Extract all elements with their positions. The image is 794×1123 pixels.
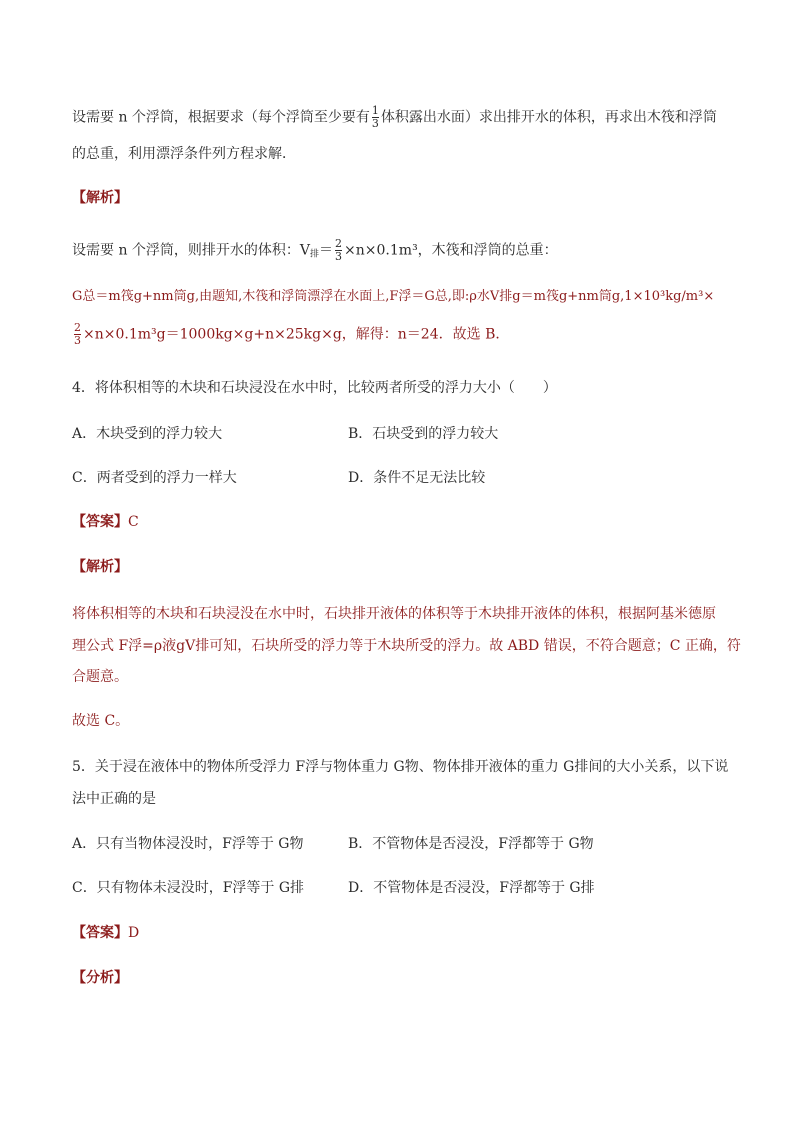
- q3-jiexi-label: 【解析】: [72, 190, 128, 206]
- q3-equation-line1: G总＝m筏g+nm筒g,由题知,木筏和浮筒漂浮在水面上,F浮＝G总,即:ρ水V排g＝m筏g+nm筒g,1×10³kg/m³×: [72, 289, 715, 304]
- q4-option-b: B．石块受到的浮力较大: [348, 426, 499, 442]
- fraction-two-thirds: $\frac{2}{3}$: [335, 237, 343, 263]
- q5-fenxi-label: 【分析】: [72, 970, 128, 986]
- q3-analysis-line1: [72, 105, 717, 130]
- q4-stem: 4．将体积相等的木块和石块浸没在水中时，比较两者所受的浮力大小（ ）: [72, 380, 557, 396]
- q4-explanation-line3: 合题意。: [72, 669, 128, 685]
- q3-analysis-line2: 的总重，利用漂浮条件列方程求解．: [72, 146, 296, 162]
- q5-option-c: C．只有物体未浸没时，F浮等于 G排: [72, 880, 305, 896]
- q4-answer: 【答案】C: [72, 514, 139, 530]
- q5-option-d: D．不管物体是否浸没，F浮都等于 G排: [348, 880, 595, 896]
- q4-conclusion: 故选 C。: [72, 713, 130, 729]
- q5-stem-line2: 法中正确的是: [72, 791, 156, 807]
- q4-explanation-line2: 理公式 F浮=ρ液gV排可知，石块所受的浮力等于木块所受的浮力。故 ABD 错误，不符合题意；C 正确，符: [72, 638, 741, 654]
- q4-jiexi-label: 【解析】: [72, 559, 128, 575]
- q3-equation-line2: $\frac{2}{3}$ ×n×0.1m³g＝1000kg×g+n×25kg×g，解得：n＝24．故选 B．: [74, 321, 510, 347]
- q3-solution-line1: 设需要 n 个浮筒，则排开水的体积：$V_排=$ $\frac{2}{3}$ ×n×0.1m³，木筏和浮筒的总重：: [72, 237, 558, 263]
- fraction-two-thirds-2: $\frac{2}{3}$: [74, 321, 81, 347]
- q4-option-d: D．条件不足无法比较: [348, 470, 486, 486]
- q4-explanation-line1: 将体积相等的木块和石块浸没在水中时，石块排开液体的体积等于木块排开液体的体积，根据阿基米德原: [72, 606, 716, 622]
- q3-analysis-text-cont: 体积露出水面）求出排开水的体积，再求出木筏和浮筒: [380, 109, 717, 126]
- q5-answer: 【答案】D: [72, 925, 140, 941]
- q5-stem-line1: 5．关于浸在液体中的物体所受浮力 F浮与物体重力 G物、物体排开液体的重力 G排间的大小关系，以下说: [72, 759, 729, 775]
- q5-option-b: B．不管物体是否浸没，F浮都等于 G物: [348, 836, 594, 852]
- q4-option-c: C．两者受到的浮力一样大: [72, 470, 237, 486]
- q3-analysis-text: 设需要 n 个浮筒，根据要求（每个浮筒至少要有: [72, 109, 370, 126]
- q4-option-a: A．木块受到的浮力较大: [72, 426, 223, 442]
- q5-option-a: A．只有当物体浸没时，F浮等于 G物: [72, 836, 304, 852]
- fraction-one-third: $\frac{1}{3}$: [371, 104, 379, 130]
